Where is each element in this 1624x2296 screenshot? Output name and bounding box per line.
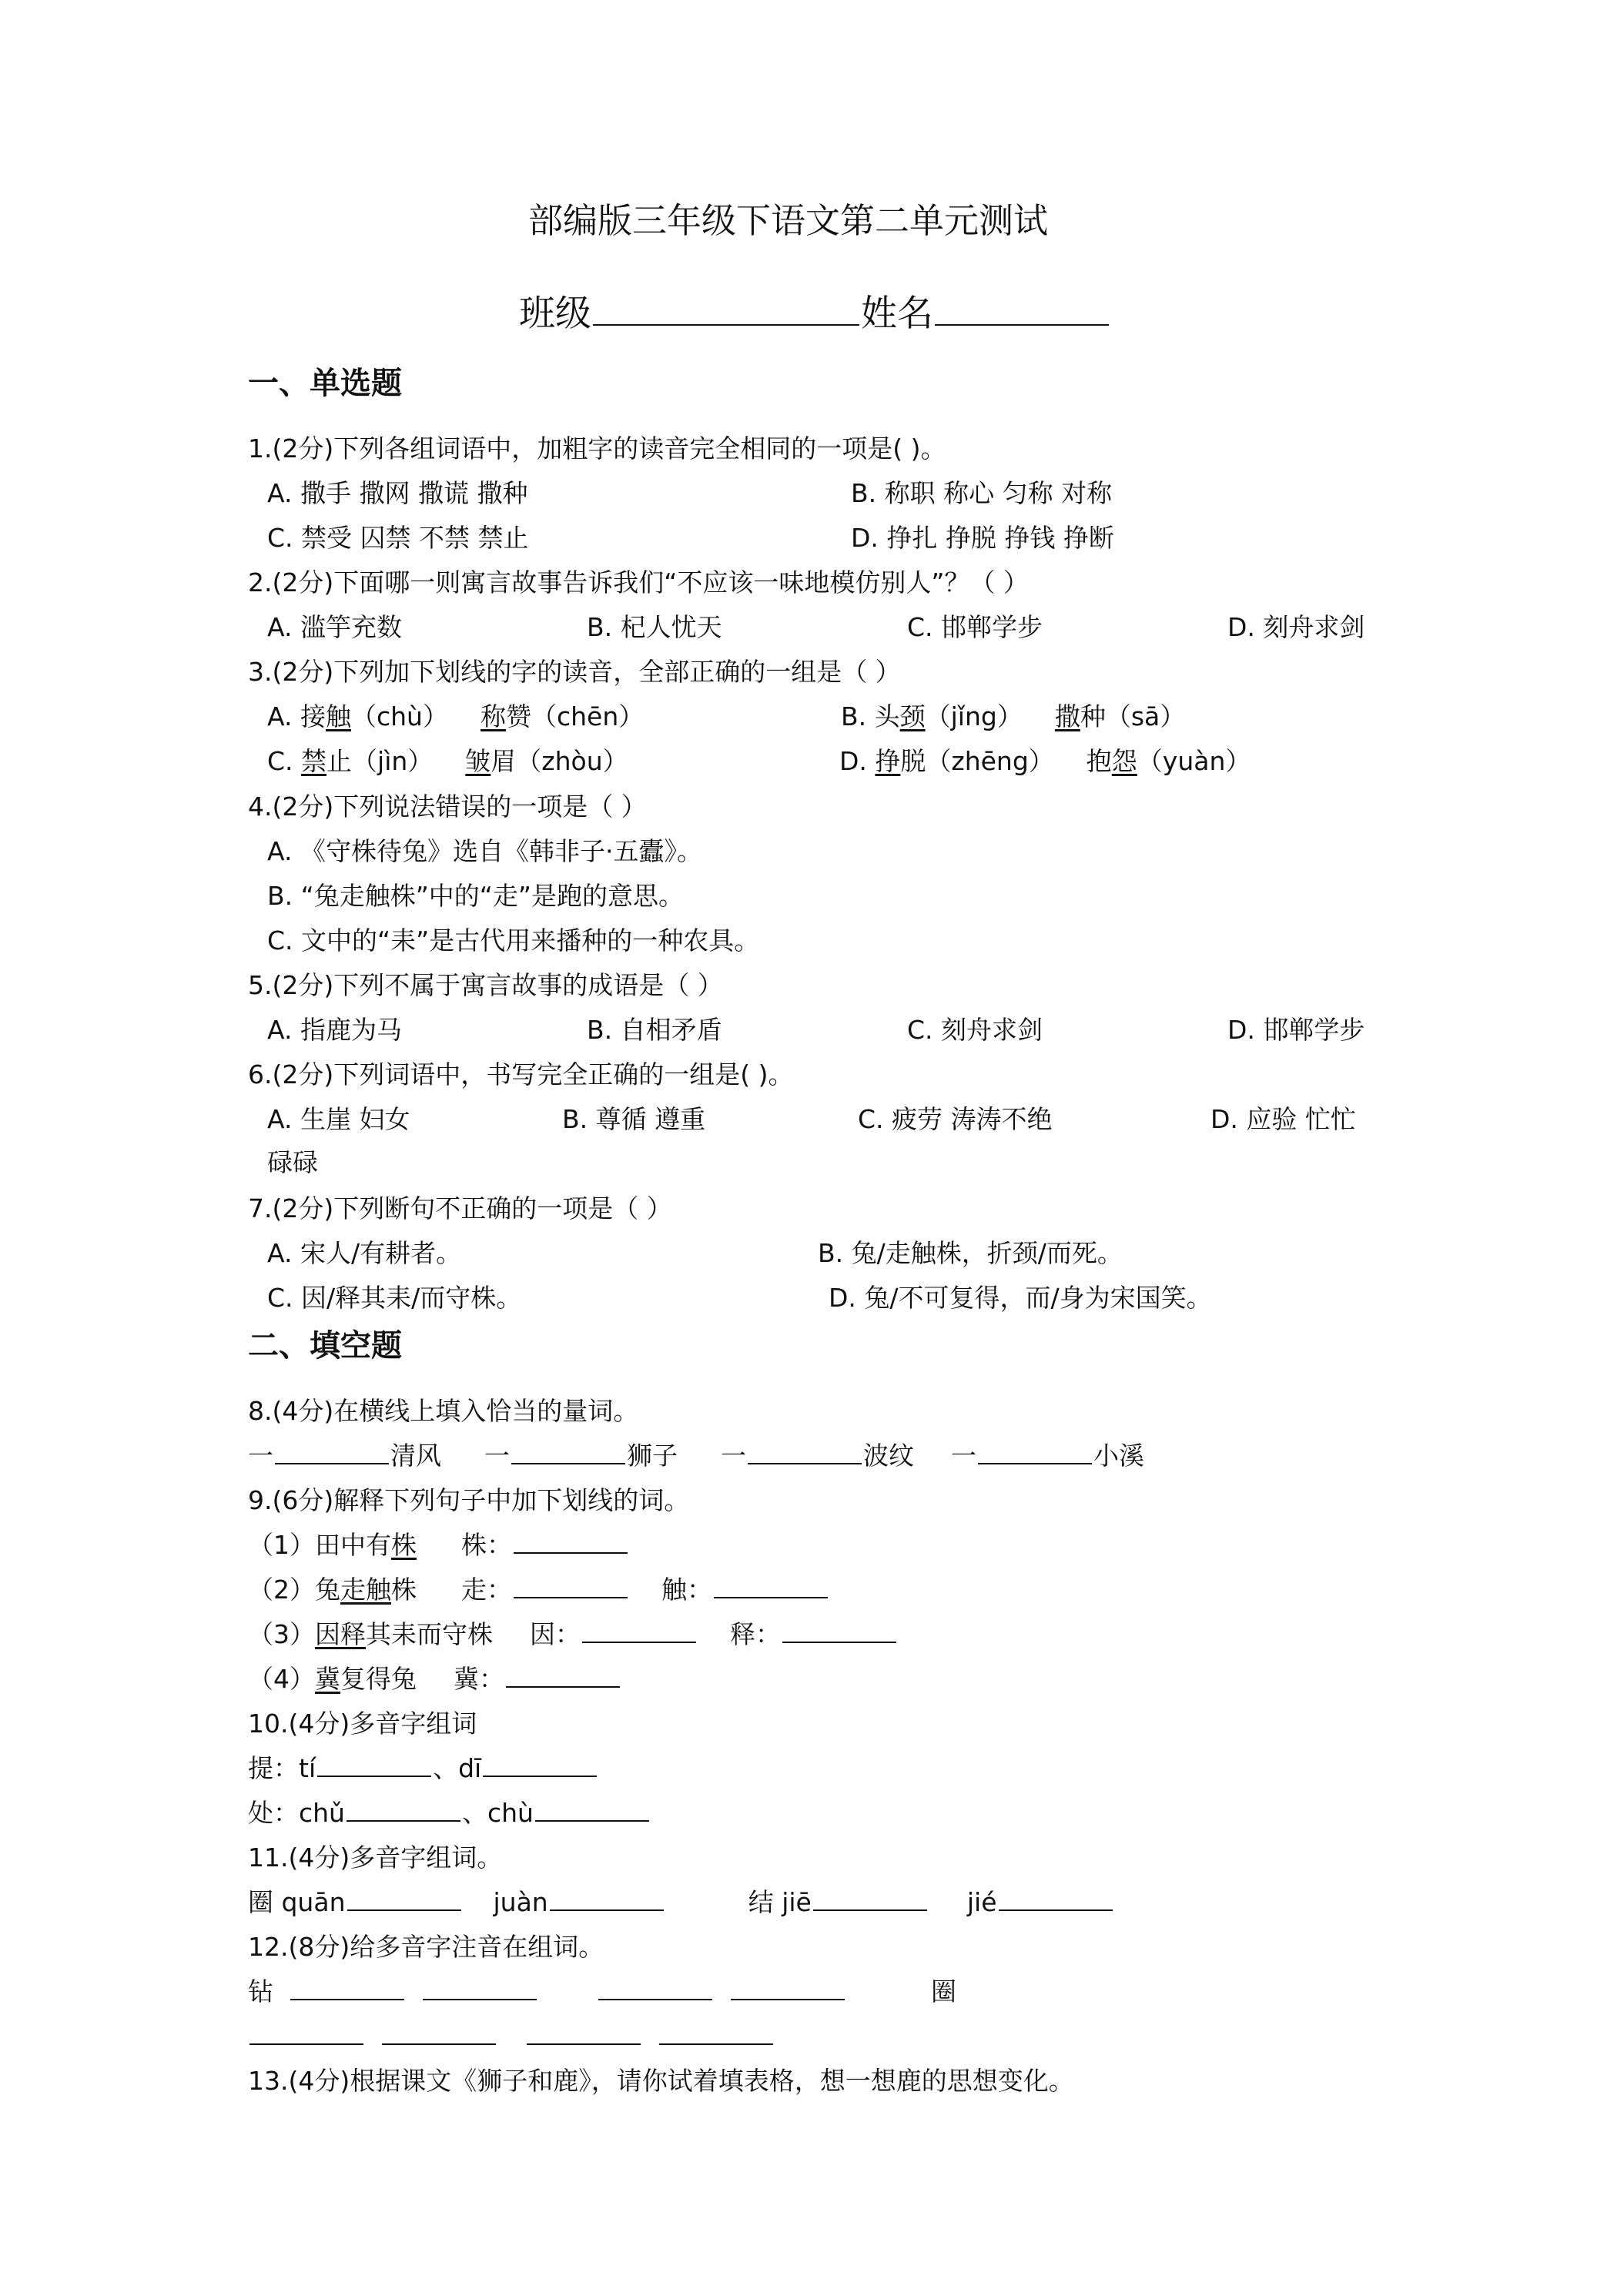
q10-2-blank-a[interactable] xyxy=(347,1819,460,1822)
q9-1-text: （1）田中有 xyxy=(248,1530,391,1560)
q10-1-a: 提：tí xyxy=(248,1753,316,1783)
q6-option-a: A. 生崖 妇女 xyxy=(267,1104,410,1134)
q6-option-d-continued: 碌碌 xyxy=(267,1147,318,1177)
q9-4-text: （4） xyxy=(248,1664,315,1694)
q9-4-key: 冀： xyxy=(454,1664,504,1694)
q10-2-blank-b[interactable] xyxy=(535,1819,649,1822)
q3-a-pinyin-2: 赞（chēn） xyxy=(505,701,645,731)
q3-c-text: C. xyxy=(267,746,302,776)
q7-option-a: A. 宋人/有耕者。 xyxy=(267,1238,462,1268)
q11-line xyxy=(248,1889,1114,1915)
q3-d-text: D. xyxy=(839,746,876,776)
q8-blanks-line xyxy=(248,1441,1144,1471)
q5-stem: 5.(2分)下列不属于寓言故事的成语是（ ） xyxy=(248,970,723,1000)
q9-2-underlined: 走触 xyxy=(340,1575,391,1605)
q10-1-blank-b[interactable] xyxy=(483,1775,597,1777)
name-label: 姓名 xyxy=(861,293,933,335)
q9-2-key-1: 走： xyxy=(461,1575,512,1605)
q9-3-blank-2[interactable] xyxy=(782,1641,896,1643)
q11-word-3: 结 jiē xyxy=(748,1887,812,1917)
q12-word-2: 圈 xyxy=(931,1976,956,2006)
q6-option-c: C. 疲劳 涛涛不绝 xyxy=(858,1104,1053,1134)
q12-line-2 xyxy=(248,2023,775,2049)
q8-yi-4: 一 xyxy=(951,1441,976,1471)
q7-option-c: C. 因/释其耒/而守株。 xyxy=(267,1283,522,1313)
q9-3-text: （3） xyxy=(248,1619,315,1649)
q3-d-text-2: 抱 xyxy=(1086,746,1112,776)
q8-word-2: 狮子 xyxy=(627,1441,678,1471)
q8-word-4: 小溪 xyxy=(1093,1441,1144,1471)
q11-word-4: jié xyxy=(966,1887,997,1917)
q1-option-b: B. 称职 称心 匀称 对称 xyxy=(851,478,1113,508)
q7-stem: 7.(2分)下列断句不正确的一项是（ ） xyxy=(248,1193,672,1223)
q9-2-text-post: 株 xyxy=(391,1575,417,1605)
q8-blank-2[interactable] xyxy=(511,1462,625,1464)
q1-option-a: A. 撒手 撒网 撒谎 撒种 xyxy=(267,478,528,508)
q9-3-text-post: 其耒而守株 xyxy=(366,1619,493,1649)
q8-blank-4[interactable] xyxy=(978,1462,1092,1464)
q3-d-pinyin-1: 脱（zhēng） xyxy=(900,746,1054,776)
q1-stem: 1.(2分)下列各组词语中，加粗字的读音完全相同的一项是( )。 xyxy=(248,433,946,464)
q13-stem: 13.(4分)根据课文《狮子和鹿》，请你试着填表格，想一想鹿的思想变化。 xyxy=(248,2066,1074,2096)
q1-option-c: C. 禁受 囚禁 不禁 禁止 xyxy=(267,523,529,553)
q12-blank-8[interactable] xyxy=(659,2043,773,2045)
q3-option-c xyxy=(267,748,628,774)
section-heading-single-choice: 一、单选题 xyxy=(248,366,402,401)
q11-blank-4[interactable] xyxy=(999,1909,1113,1911)
q9-line-1 xyxy=(248,1532,629,1558)
q3-option-d xyxy=(839,748,1251,774)
q8-blank-3[interactable] xyxy=(748,1462,862,1464)
q3-c-underlined-2: 皱 xyxy=(465,746,491,776)
q12-line-1 xyxy=(248,1976,956,2006)
q5-option-c: C. 刻舟求剑 xyxy=(907,1015,1043,1045)
q9-2-blank-1[interactable] xyxy=(514,1596,628,1598)
q9-4-text-post: 复得兔 xyxy=(340,1664,417,1694)
q11-stem: 11.(4分)多音字组词。 xyxy=(248,1842,503,1873)
q3-option-a xyxy=(267,701,645,731)
q8-word-3: 波纹 xyxy=(863,1441,914,1471)
q3-b-pinyin-2: 种（sā） xyxy=(1080,701,1186,731)
q10-1-b: 、dī xyxy=(433,1753,482,1783)
q11-blank-2[interactable] xyxy=(550,1909,664,1911)
q3-d-underlined-1: 挣 xyxy=(875,746,901,776)
q9-4-blank[interactable] xyxy=(506,1685,620,1688)
q12-word-1: 钻 xyxy=(248,1976,273,2006)
q11-word-2: juàn xyxy=(493,1887,548,1917)
q11-blank-1[interactable] xyxy=(347,1909,461,1911)
q3-a-text: A. 接 xyxy=(267,701,326,731)
q4-option-c: C. 文中的“耒”是古代用来播种的一种农具。 xyxy=(267,925,760,956)
q10-line-2 xyxy=(248,1800,651,1826)
q12-stem: 12.(8分)给多音字注音在组词。 xyxy=(248,1932,604,1962)
q9-stem: 9.(6分)解释下列句子中加下划线的词。 xyxy=(248,1485,690,1515)
q12-blank-2[interactable] xyxy=(423,1998,537,2000)
q9-3-key-1: 因： xyxy=(530,1619,581,1649)
q10-2-b: 、chù xyxy=(461,1798,534,1828)
q8-blank-1[interactable] xyxy=(275,1462,389,1464)
q12-blank-1[interactable] xyxy=(290,1998,404,2000)
q3-c-pinyin-1: 止（jìn） xyxy=(326,746,434,776)
q9-4-underlined: 冀 xyxy=(315,1664,340,1694)
q10-line-1 xyxy=(248,1755,598,1781)
q8-yi-1: 一 xyxy=(248,1441,273,1471)
q9-3-underlined: 因释 xyxy=(315,1619,366,1649)
q9-line-3 xyxy=(248,1619,898,1649)
q9-line-2 xyxy=(248,1575,829,1605)
q12-blank-3[interactable] xyxy=(598,1998,712,2000)
q9-3-blank-1[interactable] xyxy=(582,1641,696,1643)
q3-b-underlined-1: 颈 xyxy=(899,701,926,731)
q3-b-underlined-2: 撒 xyxy=(1054,701,1080,731)
q3-c-underlined-1: 禁 xyxy=(301,746,327,776)
q6-option-d: D. 应验 忙忙 xyxy=(1210,1104,1356,1134)
q8-word-1: 清风 xyxy=(390,1441,441,1471)
q9-line-4 xyxy=(248,1666,621,1692)
q4-option-b: B. “兔走触株”中的“走”是跑的意思。 xyxy=(267,881,685,911)
q11-word-1: 圈 quān xyxy=(248,1887,346,1917)
q9-1-blank[interactable] xyxy=(514,1551,628,1554)
q3-b-pinyin-1: （jǐng） xyxy=(925,701,1023,731)
q12-blank-7[interactable] xyxy=(527,2043,641,2045)
q2-option-c: C. 邯郸学步 xyxy=(907,612,1043,642)
q9-1-underlined: 株 xyxy=(391,1530,417,1560)
q5-option-a: A. 指鹿为马 xyxy=(267,1015,402,1045)
q8-stem: 8.(4分)在横线上填入恰当的量词。 xyxy=(248,1396,639,1426)
class-name-line xyxy=(519,293,1110,335)
q4-option-a: A. 《守株待兔》选自《韩非子·五蠹》。 xyxy=(267,836,702,866)
q9-2-text: （2）兔 xyxy=(248,1575,340,1605)
section-heading-fill-blank: 二、填空题 xyxy=(248,1328,402,1364)
q3-b-text: B. 头 xyxy=(841,701,900,731)
q7-option-b: B. 兔/走触株，折颈/而死。 xyxy=(818,1238,1123,1268)
q1-option-d: D. 挣扎 挣脱 挣钱 挣断 xyxy=(851,523,1114,553)
q2-option-a: A. 滥竽充数 xyxy=(267,612,402,642)
q12-blank-5[interactable] xyxy=(249,2043,363,2045)
q2-stem: 2.(2分)下面哪一则寓言故事告诉我们“不应该一味地模仿别人”？（ ） xyxy=(248,567,1029,597)
q9-2-blank-2[interactable] xyxy=(714,1596,828,1598)
q6-option-b: B. 尊循 遵重 xyxy=(562,1104,706,1134)
q3-a-underlined-2: 称 xyxy=(480,701,506,731)
q8-yi-2: 一 xyxy=(484,1441,510,1471)
q9-3-key-2: 释： xyxy=(730,1619,781,1649)
q6-stem: 6.(2分)下列词语中，书写完全正确的一组是( )。 xyxy=(248,1059,794,1089)
q3-d-underlined-2: 怨 xyxy=(1111,746,1137,776)
q9-1-key: 株： xyxy=(461,1530,512,1560)
q12-blank-6[interactable] xyxy=(382,2043,496,2045)
q8-yi-3: 一 xyxy=(721,1441,746,1471)
class-blank[interactable] xyxy=(593,323,859,326)
q5-option-d: D. 邯郸学步 xyxy=(1227,1015,1365,1045)
class-label: 班级 xyxy=(519,293,591,335)
q3-d-pinyin-2: （yuàn） xyxy=(1137,746,1251,776)
q11-blank-3[interactable] xyxy=(813,1909,927,1911)
q3-c-pinyin-2: 眉（zhòu） xyxy=(491,746,628,776)
page-title: 部编版三年级下语文第二单元测试 xyxy=(528,200,1049,241)
q2-option-d: D. 刻舟求剑 xyxy=(1227,612,1365,642)
q3-stem: 3.(2分)下列加下划线的字的读音，全部正确的一组是（ ） xyxy=(248,657,901,687)
q9-2-key-2: 触： xyxy=(661,1575,712,1605)
q3-option-b xyxy=(841,701,1186,731)
q10-stem: 10.(4分)多音字组词 xyxy=(248,1709,477,1739)
q7-option-d: D. 兔/不可复得，而/身为宋国笑。 xyxy=(829,1283,1212,1313)
name-blank[interactable] xyxy=(935,323,1109,326)
q5-option-b: B. 自相矛盾 xyxy=(587,1015,722,1045)
q4-stem: 4.(2分)下列说法错误的一项是（ ） xyxy=(248,792,647,822)
q10-2-a: 处：chǔ xyxy=(248,1798,345,1828)
q3-a-pinyin-1: （chù） xyxy=(350,701,448,731)
q2-option-b: B. 杞人忧天 xyxy=(587,612,722,642)
q10-1-blank-a[interactable] xyxy=(317,1775,431,1777)
q12-blank-4[interactable] xyxy=(731,1998,845,2000)
q3-a-underlined-1: 触 xyxy=(325,701,351,731)
